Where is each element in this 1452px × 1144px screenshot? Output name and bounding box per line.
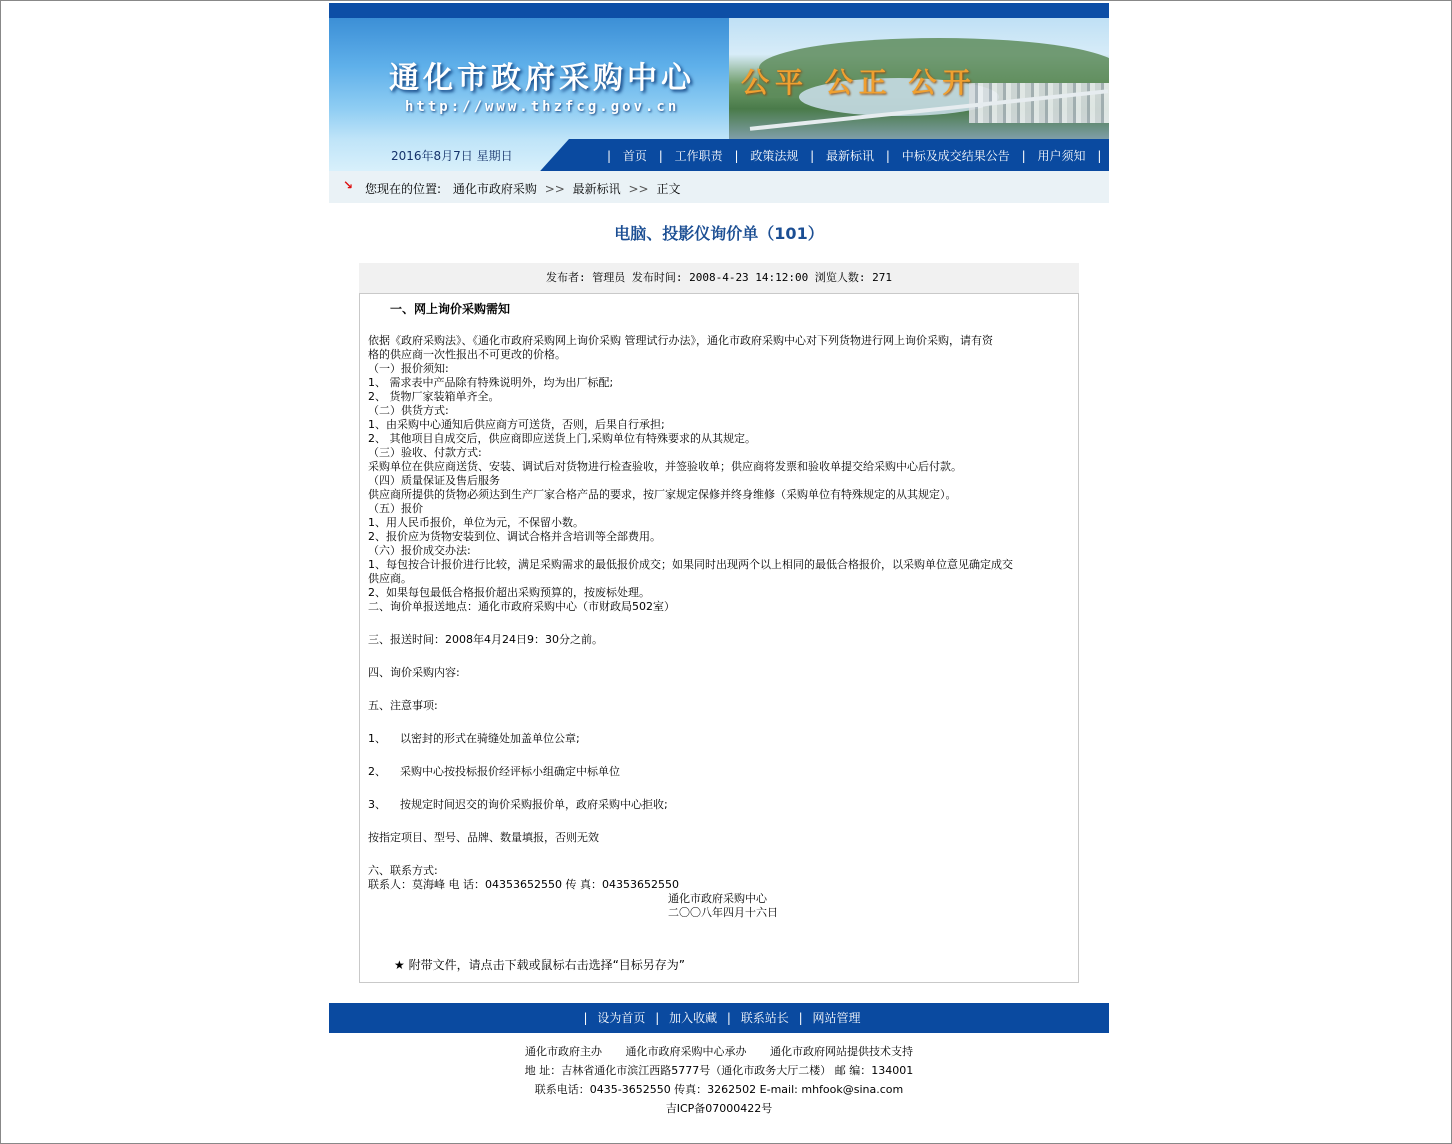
nav-item-policies[interactable]: 政策法规 — [750, 149, 799, 163]
article-line: 供应商所提供的货物必须达到生产厂家合格产品的要求，按厂家规定保修并终身维修（采购单位有特殊规定的从其规定）。 — [368, 488, 957, 501]
contact-heading: 六、联系方式: — [368, 864, 438, 877]
note-item: 2、 采购中心按投标报价经评标小组确定中标单位 — [368, 765, 620, 778]
article-body — [368, 334, 1070, 614]
article-line: 供应商。 — [368, 572, 412, 585]
article-line: 1、用人民币报价，单位为元，不保留小数。 — [368, 516, 584, 529]
footer-link-set-home[interactable]: 设为首页 — [597, 1011, 646, 1025]
article-content — [359, 293, 1079, 983]
current-date: 2016年8月7日 星期日 — [391, 149, 513, 163]
nav-separator: | — [810, 149, 815, 163]
footer-link-bookmark[interactable]: 加入收藏 — [669, 1011, 718, 1025]
footer-icp[interactable]: 吉ICP备07000422号 — [665, 1102, 773, 1115]
nav-item-latest-bids[interactable]: 最新标讯 — [826, 149, 875, 163]
article-line: 2、 货物厂家装箱单齐全。 — [368, 390, 500, 403]
breadcrumb-item-home[interactable]: 通化市政府采购 — [452, 182, 537, 196]
article-line: 1、每包按合计报价进行比较，满足采购需求的最低报价成交；如果同时出现两个以上相同的最低合格报价，以采购单位意见确定成交 — [368, 558, 1013, 571]
main-nav — [599, 147, 1109, 164]
signature-date: 二〇〇八年四月十六日 — [668, 906, 778, 919]
nav-separator: | — [1021, 149, 1026, 163]
nav-separator: | — [658, 149, 663, 163]
footer-nav — [329, 1003, 1109, 1033]
nav-separator: | — [607, 149, 612, 163]
arrow-down-right-icon: ↘ — [343, 178, 354, 192]
banner-top-strip — [329, 3, 1109, 18]
article-line: 2、如果每包最低合格报价超出采购预算的，按废标处理。 — [368, 586, 650, 599]
notes-paragraph: 五、注意事项: — [368, 699, 438, 712]
nav-separator: | — [655, 1011, 660, 1025]
note-item: 3、 按规定时间迟交的询价采购报价单，政府采购中心拒收; — [368, 798, 668, 811]
article-meta: 发布者: 管理员 发布时间: 2008-4-23 14:12:00 浏览人数: 271 — [359, 263, 1079, 293]
article-line: 二、询价单报送地点：通化市政府采购中心（市财政局502室） — [368, 600, 675, 613]
note-item: 1、 以密封的形式在骑缝处加盖单位公章; — [368, 732, 580, 745]
article-line: （二）供货方式: — [368, 404, 449, 417]
nav-separator: | — [726, 1011, 731, 1025]
breadcrumb-label: 您现在的位置: — [365, 182, 442, 196]
nav-separator: | — [885, 149, 890, 163]
send-time-paragraph: 三、报送时间：2008年4月24日9：30分之前。 — [368, 633, 603, 646]
article-line: 2、 其他项目自成交后，供应商即应送货上门,采购单位有特殊要求的从其规定。 — [368, 432, 756, 445]
article-line: （六）报价成交办法: — [368, 544, 471, 557]
nav-separator: | — [583, 1011, 588, 1025]
nav-separator: | — [798, 1011, 803, 1025]
nav-item-results[interactable]: 中标及成交结果公告 — [901, 149, 1010, 163]
article-line: 采购单位在供应商送货、安装、调试后对货物进行检查验收，并签验收单；供应商将发票和验收单提交给采购中心后付款。 — [368, 460, 962, 473]
article-line: 格的供应商一次性报出不可更改的价格。 — [368, 348, 566, 361]
content-paragraph: 四、询价采购内容: — [368, 666, 460, 679]
nav-separator: | — [734, 149, 739, 163]
footer-link-contact[interactable]: 联系站长 — [740, 1011, 789, 1025]
footer-address: 地 址：吉林省通化市滨江西路5777号（通化市政务大厅二楼） 邮 编：134001 — [524, 1064, 914, 1077]
footer-link-admin[interactable]: 网站管理 — [812, 1011, 861, 1025]
article-line: 1、由采购中心通知后供应商方可送货，否则，后果自行承担; — [368, 418, 665, 431]
article-title: 电脑、投影仪询价单（101） — [614, 224, 824, 243]
footer-undertaker: 通化市政府采购中心承办 — [625, 1045, 747, 1058]
site-banner — [329, 3, 1109, 171]
breadcrumb — [365, 180, 680, 197]
article-line: （四）质量保证及售后服务 — [368, 474, 500, 487]
breadcrumb-item-current: 正文 — [656, 182, 681, 196]
nav-item-home[interactable]: 首页 — [622, 149, 647, 163]
breadcrumb-bar — [329, 171, 1109, 203]
article-line: 依据《政府采购法》、《通化市政府采购网上询价采购 管理试行办法》，通化市政府采购中心对下列货物进行网上询价采购，请有资 — [368, 334, 993, 347]
footer-tech: 通化市政府网站提供技术支持 — [770, 1045, 913, 1058]
footer-phone: 联系电话：0435-3652550 传真：3262502 E-mail: mhfook@sina.com — [534, 1083, 904, 1096]
article-line: （五）报价 — [368, 502, 423, 515]
section-heading: 一、网上询价采购需知 — [390, 302, 511, 316]
note-item: 按指定项目、型号、品牌、数量填报，否则无效 — [368, 831, 599, 844]
article-line: （三）验收、付款方式: — [368, 446, 482, 459]
footer-info — [329, 1042, 1109, 1118]
breadcrumb-separator: >> — [544, 182, 565, 196]
breadcrumb-separator: >> — [628, 182, 649, 196]
footer-host: 通化市政府主办 — [525, 1045, 602, 1058]
article-line: 1、 需求表中产品除有特殊说明外，均为出厂标配; — [368, 376, 614, 389]
breadcrumb-item-latest[interactable]: 最新标讯 — [572, 182, 621, 196]
article-line: （一）报价须知: — [368, 362, 449, 375]
nav-separator: | — [1097, 149, 1102, 163]
site-slogan: 公平 公正 公开 — [741, 66, 977, 99]
site-url: http://www.thzfcg.gov.cn — [405, 99, 680, 115]
site-title: 通化市政府采购中心 — [389, 61, 695, 96]
nav-item-user-guide[interactable]: 用户须知 — [1037, 149, 1086, 163]
article-line: 2、报价应为货物安装到位、调试合格并含培训等全部费用。 — [368, 530, 661, 543]
signature-org: 通化市政府采购中心 — [668, 892, 767, 905]
nav-item-duties[interactable]: 工作职责 — [674, 149, 723, 163]
page-wrapper — [329, 3, 1109, 1118]
attachment-note[interactable]: ★ 附带文件，请点击下载或鼠标右击选择“目标另存为” — [394, 958, 686, 972]
contact-line: 联系人：莫海峰 电 话：04353652550 传 真：04353652550 — [368, 878, 679, 891]
